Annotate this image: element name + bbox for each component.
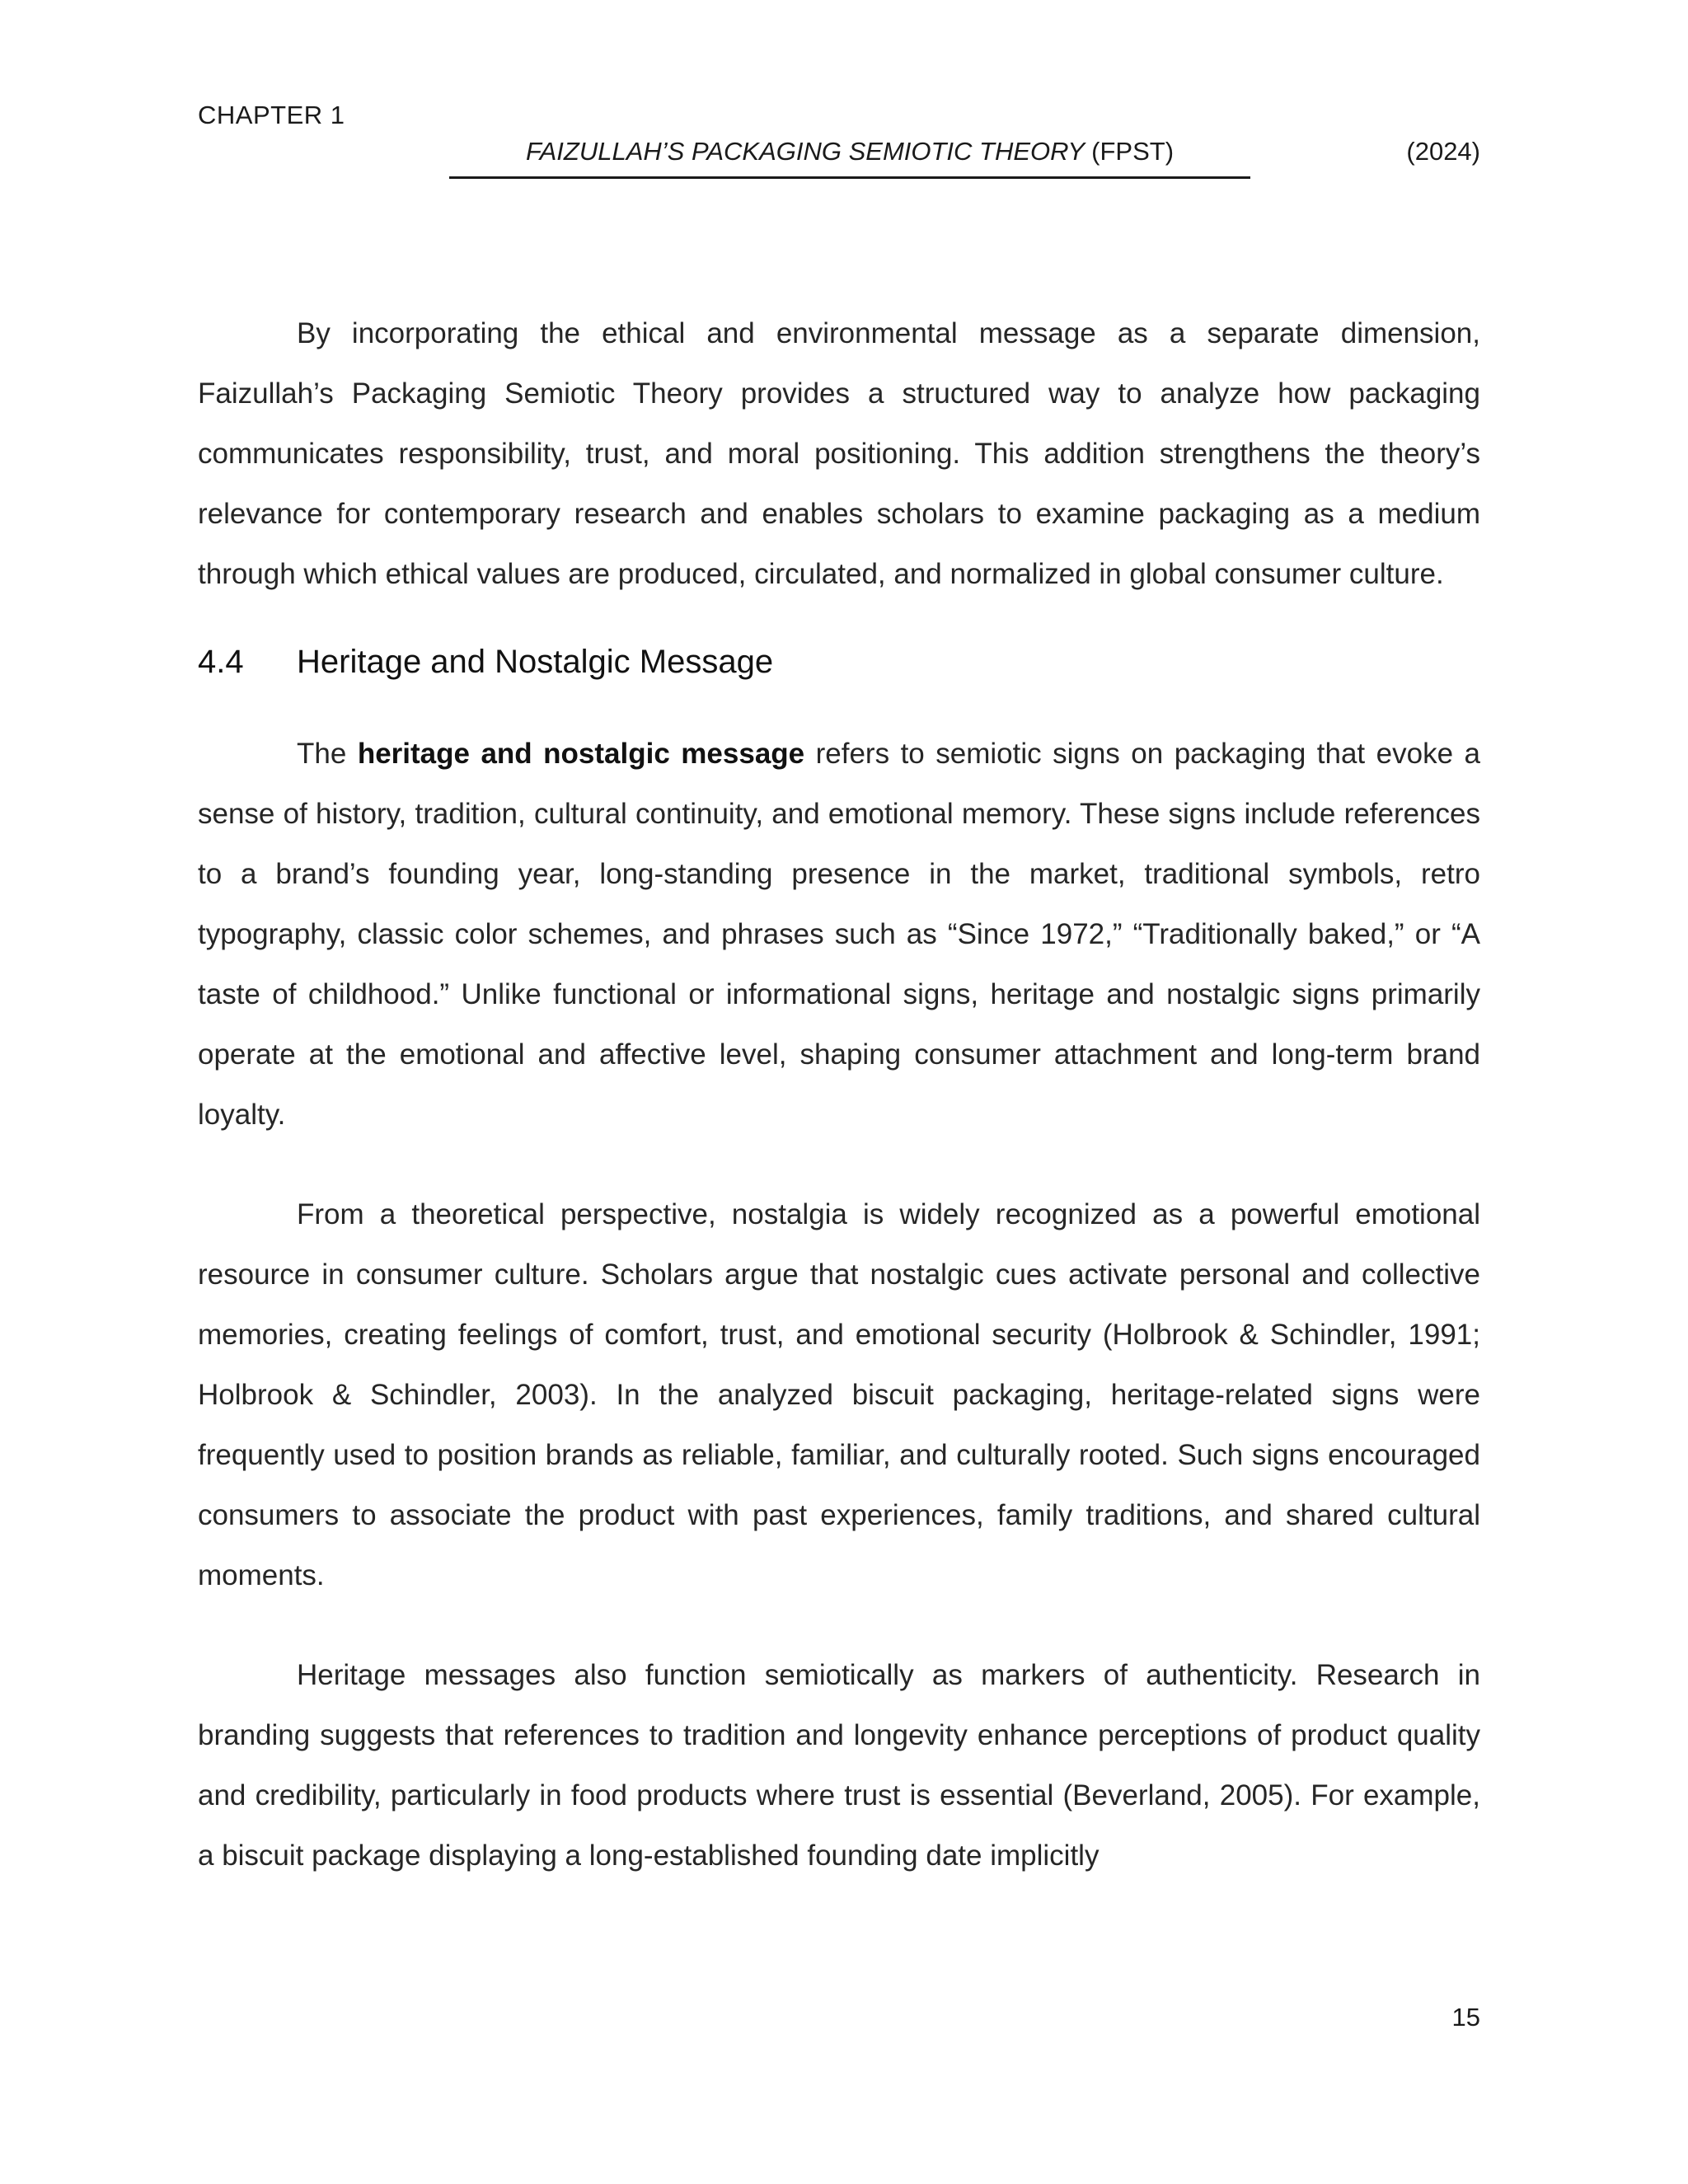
key-term: heritage and nostalgic message: [357, 738, 805, 770]
paragraph-rest: refers to semiotic signs on packaging that evoke a sense of history, tradition, cultural continuity, and emotional memory. These signs include references to a brand’s founding year, long-standing presence in the market, traditional symbols, retro typography, classic color schemes, and phrases such as “Since 1972,” “Traditionally baked,” or “A taste of childhood.” Unlike functional or informational signs, heritage and nostalgic signs primarily operate at the emotional and affective level, shaping consumer attachment and long-term brand loyalty.: [198, 738, 1480, 1131]
section-title: Heritage and Nostalgic Message: [297, 644, 774, 680]
body-text: [198, 303, 1480, 1925]
paragraph-ethical-summary: By incorporating the ethical and environmental message as a separate dimension, Faizullah’s Packaging Semiotic Theory provides a structured way to analyze how packaging communicates responsibility, trust, and moral positioning. This addition strengthens the theory’s relevance for contemporary research and enables scholars to examine packaging as a medium through which ethical values are produced, circulated, and normalized in global consumer culture.: [198, 317, 1480, 590]
running-title-text: FAIZULLAH’S PACKAGING SEMIOTIC THEORY: [525, 137, 1085, 166]
section-heading: [198, 644, 1480, 681]
paragraph-theoretical-perspective: From a theoretical perspective, nostalgia is widely recognized as a powerful emotional resource in consumer culture. Scholars argue that nostalgic cues activate personal and collective memories, creating feelings of comfort, trust, and emotional security (Holbrook & Schindler, 1991; Holbrook & Schindler, 2003). In the analyzed biscuit packaging, heritage-related signs were frequently used to position brands as reliable, familiar, and culturally rooted. Such signs encouraged consumers to associate the product with past experiences, family traditions, and shared cultural moments.: [198, 1198, 1480, 1591]
chapter-label: CHAPTER 1: [198, 101, 345, 129]
section-number: 4.4: [198, 644, 244, 680]
header-rule: [449, 176, 1250, 179]
paragraph-lead: The: [297, 738, 358, 770]
page-number: 15: [1451, 2003, 1480, 2032]
header-year: (2024): [1406, 137, 1480, 166]
running-title-abbreviation: (FPST): [1091, 137, 1175, 166]
paragraph-heritage-definition: [198, 724, 1480, 1145]
paragraph-authenticity: Heritage messages also function semiotically as markers of authenticity. Research in branding suggests that references to tradition and longevity enhance perceptions of product quality and credibility, particularly in food products where trust is essential (Beverland, 2005). For example, a biscuit package displaying a long-established founding date implicitly: [198, 1659, 1480, 1872]
running-header-title: [449, 137, 1250, 166]
